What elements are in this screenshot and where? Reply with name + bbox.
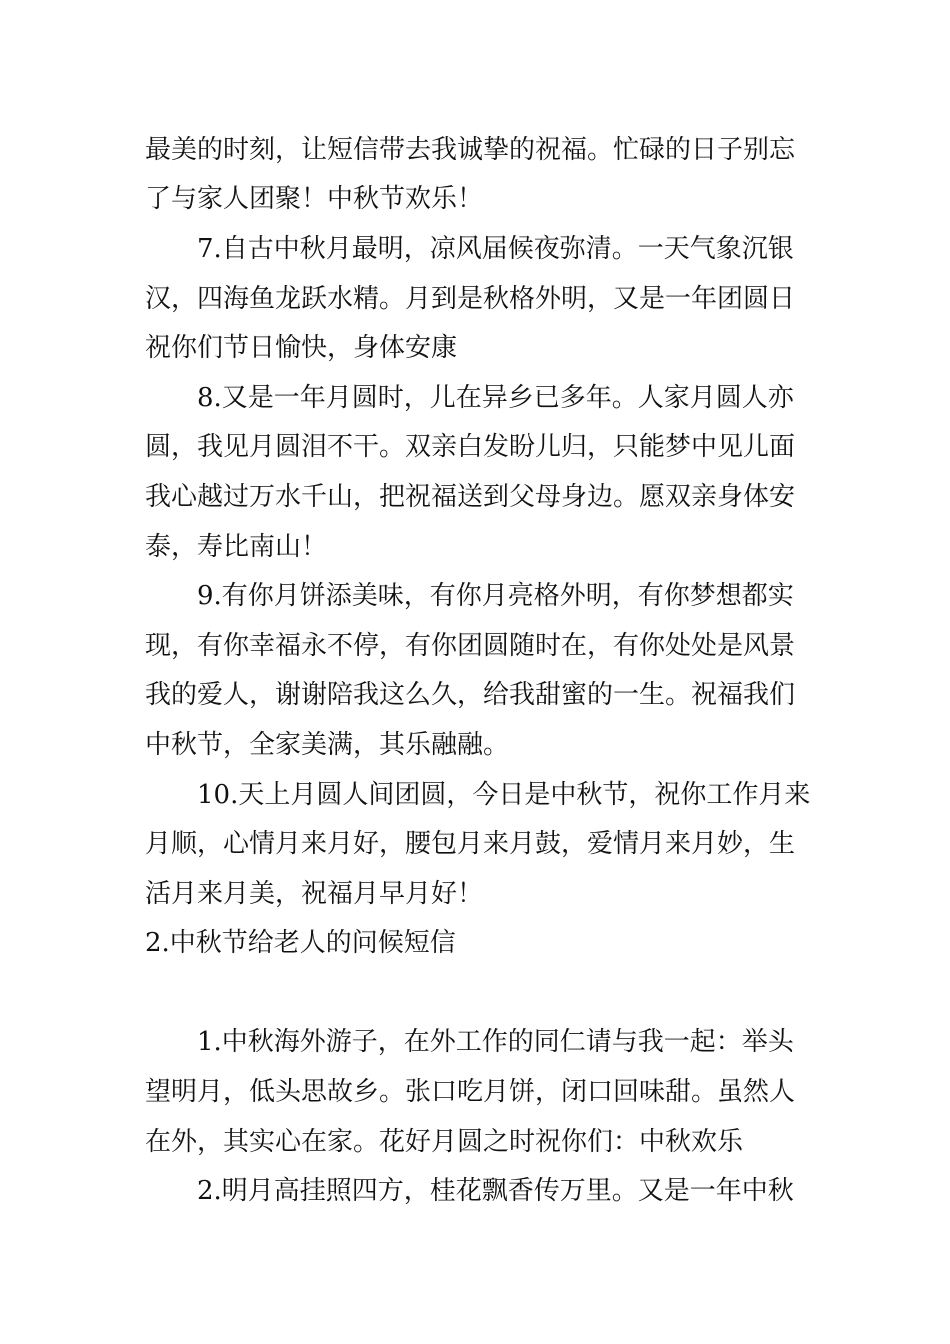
text-line: 泰，寿比南山！ <box>145 532 328 562</box>
text-line: 了与家人团聚！中秋节欢乐！ <box>145 184 484 214</box>
text-line: 望明月，低头思故乡。张口吃月饼，闭口回味甜。虽然人 <box>145 1077 796 1107</box>
text-line: 我的爱人，谢谢陪我这么久，给我甜蜜的一生。祝福我们 <box>145 680 796 710</box>
list-item-1: 1.中秋海外游子，在外工作的同仁请与我一起：举头 <box>197 1027 794 1057</box>
text-line: 在外，其实心在家。花好月圆之时祝你们：中秋欢乐 <box>145 1127 744 1157</box>
list-item-10: 10.天上月圆人间团圆，今日是中秋节，祝你工作月来 <box>197 780 811 810</box>
text-line: 活月来月美，祝福月早月好！ <box>145 879 484 909</box>
section-heading: 2.中秋节给老人的问候短信 <box>145 928 456 958</box>
list-item-2: 2.明月高挂照四方，桂花飘香传万里。又是一年中秋 <box>197 1176 794 1206</box>
text-line: 中秋节，全家美满，其乐融融。 <box>145 730 510 760</box>
list-item-8: 8.又是一年月圆时，儿在异乡已多年。人家月圆人亦 <box>197 383 794 413</box>
text-line: 月顺，心情月来月好，腰包月来月鼓，爱情月来月妙，生 <box>145 829 796 859</box>
text-line: 汉，四海鱼龙跃水精。月到是秋格外明，又是一年团圆日 <box>145 284 796 314</box>
list-item-9: 9.有你月饼添美味，有你月亮格外明，有你梦想都实 <box>197 581 794 611</box>
text-line: 圆，我见月圆泪不干。双亲白发盼儿归，只能梦中见儿面 <box>145 432 796 462</box>
text-line: 我心越过万水千山，把祝福送到父母身边。愿双亲身体安 <box>145 482 796 512</box>
text-line: 现，有你幸福永不停，有你团圆随时在，有你处处是风景 <box>145 631 796 661</box>
list-item-7: 7.自古中秋月最明，凉风届候夜弥清。一天气象沉银 <box>197 234 794 264</box>
text-line: 最美的时刻，让短信带去我诚挚的祝福。忙碌的日子别忘 <box>145 135 796 165</box>
text-line: 祝你们节日愉快，身体安康 <box>145 333 458 363</box>
